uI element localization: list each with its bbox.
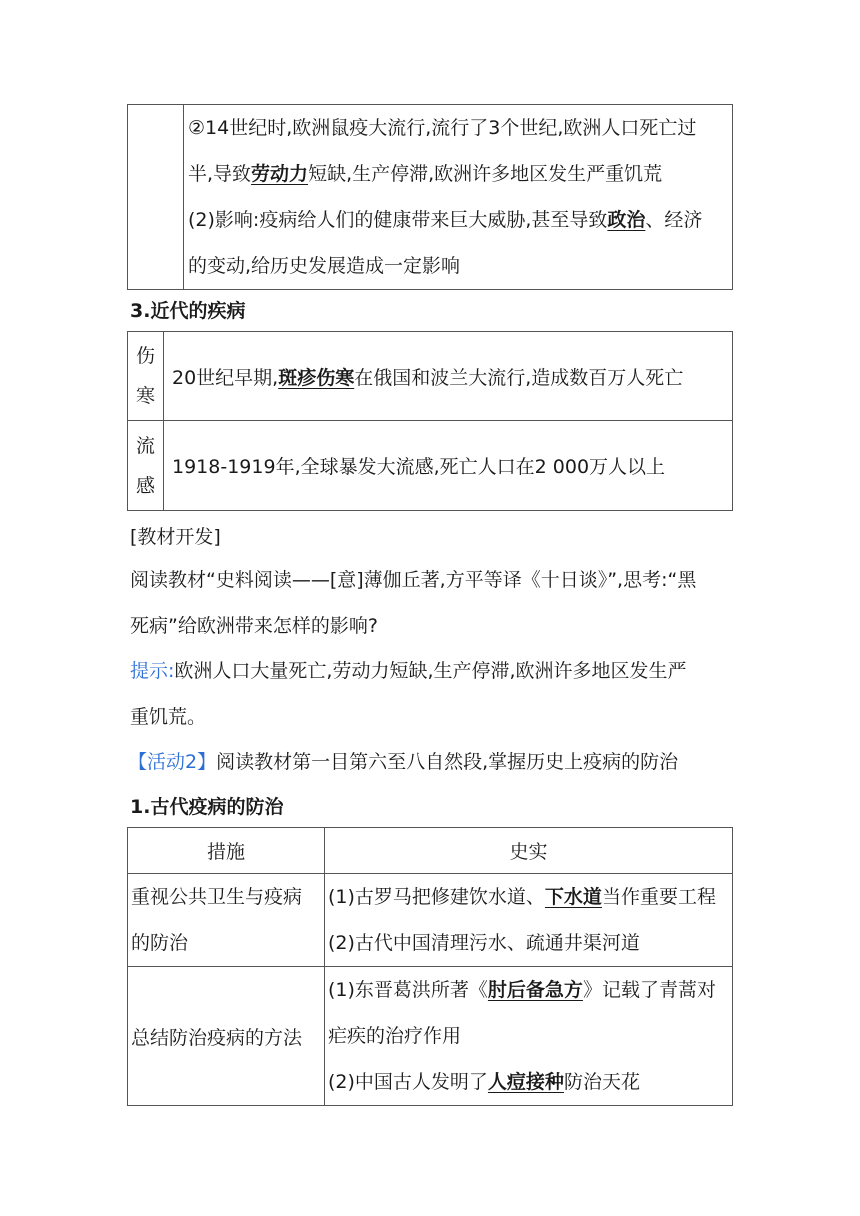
section-3-title: 3.近代的疾病	[130, 300, 246, 322]
disease-label-flu: 流 感	[128, 421, 164, 511]
plague-effects-table	[127, 104, 733, 290]
activity-2: 【活动2】阅读教材第一目第六至八自然段,掌握历史上疫病的防治	[128, 751, 679, 773]
disease-desc-typhus: 20世纪早期,斑疹伤寒在俄国和波兰大流行,造成数百万人死亡	[164, 332, 733, 421]
hint-line-1: 提示:欧洲人口大量死亡,劳动力短缺,生产停滞,欧洲许多地区发生严	[130, 660, 687, 682]
activity-label: 【活动2】	[128, 751, 217, 773]
section-1-title: 1.古代疫病的防治	[130, 796, 284, 818]
plague-line-1: ②14世纪时,欧洲鼠疫大流行,流行了3个世纪,欧洲人口死亡过	[188, 117, 697, 139]
key-term: 人痘接种	[487, 1071, 564, 1093]
disease-label-typhus: 伤 寒	[128, 332, 164, 421]
key-term: 劳动力	[251, 163, 309, 185]
textbook-label: [教材开发]	[130, 526, 221, 548]
measure-public-health: 重视公共卫生与疫病 的防治	[128, 874, 325, 967]
key-term: 下水道	[544, 886, 602, 908]
header-measure: 措施	[128, 828, 325, 874]
question-line-1: 阅读教材“史料阅读——[意]薄伽丘著,方平等译《十日谈》”,思考:“黑	[130, 569, 697, 591]
disease-desc-flu: 1918-1919年,全球暴发大流感,死亡人口在2 000万人以上	[164, 421, 733, 511]
empty-label-cell	[128, 105, 184, 290]
question-line-2: 死病”给欧洲带来怎样的影响?	[130, 615, 378, 637]
measure-methods: 总结防治疫病的方法	[128, 967, 325, 1106]
hint-line-2: 重饥荒。	[130, 706, 207, 728]
header-fact: 史实	[325, 828, 733, 874]
key-term: 斑疹伤寒	[278, 366, 355, 389]
plague-line-2: 半,导致劳动力短缺,生产停滞,欧洲许多地区发生严重饥荒	[188, 163, 663, 185]
key-term: 肘后备急方	[487, 979, 583, 1001]
fact-public-health: (1)古罗马把修建饮水道、下水道当作重要工程 (2)古代中国清理污水、疏通井渠河道	[325, 874, 733, 967]
plague-line-4: 的变动,给历史发展造成一定影响	[188, 255, 461, 277]
plague-content-cell	[184, 105, 733, 290]
modern-diseases-table	[127, 331, 733, 511]
ancient-prevention-table	[127, 827, 733, 1106]
hint-label: 提示:	[130, 660, 175, 682]
key-term: 政治	[607, 209, 646, 231]
plague-line-3: (2)影响:疫病给人们的健康带来巨大威胁,甚至导致政治、经济	[188, 209, 703, 231]
fact-methods: (1)东晋葛洪所著《肘后备急方》记载了青蒿对 疟疾的治疗作用 (2)中国古人发明了人痘接种防治天花	[325, 967, 733, 1106]
